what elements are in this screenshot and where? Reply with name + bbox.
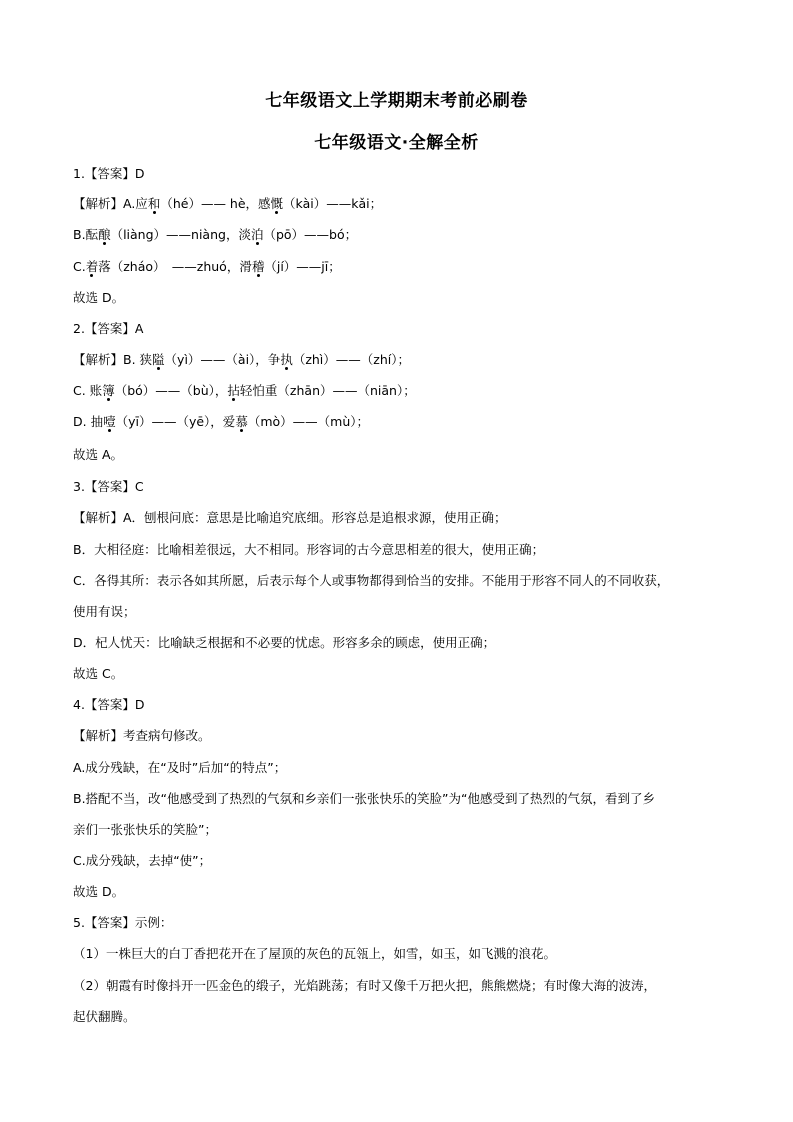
q4-option-a: A.成分残缺，在“及时”后加“的特点”； [73, 760, 287, 775]
q1-conclusion: 故选 D。 [73, 290, 125, 305]
q1-c-dotted-char-2: 稽 [251, 259, 265, 274]
q2-answer: 2.【答案】A [73, 321, 144, 336]
q2-c-mid: （bó）——（bù）， [114, 383, 228, 398]
document-title: 七年级语文上学期期末考前必刷卷 [265, 91, 528, 111]
q3-conclusion: 故选 C。 [73, 666, 124, 681]
q3-option-b: B．大相径庭：比喻相差很远，大不相同。形容词的古今意思相差的很大，使用正确； [73, 542, 545, 557]
q1-option-b [73, 226, 357, 244]
q2-conclusion: 故选 A。 [73, 447, 124, 462]
q4-analysis: 【解析】考查病句修改。 [73, 728, 211, 743]
q3-answer: 3.【答案】C [73, 479, 144, 494]
q2-d-dotted-char-2: 慕 [235, 414, 248, 429]
q2-d-dotted-char-1: 噎 [103, 414, 116, 429]
q1-a-mid: （hé）—— hè，感 [160, 196, 271, 211]
q2-c-dotted-char-1: 簿 [102, 383, 115, 398]
q2-b-post: （zhì）——（zhí）； [292, 352, 410, 367]
q2-b-mid: （yì）——（ài），争 [164, 352, 281, 367]
q1-a-dotted-char-1: 和 [147, 196, 161, 211]
q1-b-dotted-char-2: 泊 [250, 227, 264, 242]
q2-c-dotted-char-2: 拈 [227, 383, 240, 398]
q1-b-post: （pō）——bó； [263, 227, 358, 242]
q1-b-mid: （liàng）——niàng，淡 [110, 227, 251, 242]
q2-option-d [73, 413, 369, 431]
q1-analysis-a [73, 195, 382, 213]
q3-option-c-line2: 使用有误； [73, 604, 136, 619]
q2-d-post: （mò）——（mù）； [247, 414, 370, 429]
q5-answer: 5.【答案】示例： [73, 915, 173, 930]
q1-c-post: （jí）——jī； [264, 259, 341, 274]
q4-option-c: C.成分残缺，去掉“使”； [73, 853, 212, 868]
q3-option-c-line1: C．各得其所：表示各如其所愿，后表示每个人或事物都得到恰当的安排。不能用于形容不同人的不同收获， [73, 573, 670, 588]
q2-d-pre: D. 抽 [73, 414, 104, 429]
q5-sentence-2-line2: 起伏翻腾。 [73, 1009, 136, 1024]
q4-option-b-line1: B.搭配不当，改“他感受到了热烈的气氛和乡亲们一张张快乐的笑脸”为“他感受到了热烈的气氛，看到了乡 [73, 791, 655, 806]
q1-c-dotted-char-1: 着 [85, 259, 99, 274]
q1-c-mid: 落（zháo） ——zhuó，滑 [98, 259, 252, 274]
q5-sentence-2-line1: （2）朝霞有时像抖开一匹金色的缎子，光焰跳荡；有时又像千万把火把，熊熊燃烧；有时像大海的波涛， [73, 978, 656, 993]
q2-d-mid: （yī）——（yē），爱 [115, 414, 236, 429]
q1-c-pre: C. [73, 259, 86, 274]
q4-conclusion: 故选 D。 [73, 884, 125, 899]
q3-analysis-a: 【解析】A．刨根问底：意思是比喻追究底细。形容总是追根求源，使用正确； [73, 510, 507, 525]
q1-a-pre: 【解析】A.应 [73, 196, 148, 211]
q2-analysis-b [73, 351, 410, 369]
q1-a-dotted-char-2: 慨 [270, 196, 284, 211]
document-subtitle: 七年级语文·全解全析 [314, 133, 479, 153]
q1-answer: 1.【答案】D [73, 166, 145, 181]
q2-b-pre: 【解析】B. 狭 [73, 352, 153, 367]
q5-sentence-1: （1）一株巨大的白丁香把花开在了屋顶的灰色的瓦瓴上，如雪，如玉，如飞溅的浪花。 [73, 946, 556, 961]
q2-c-post: 轻怕重（zhān）——（niān）； [239, 383, 416, 398]
q2-option-c [73, 382, 416, 400]
q4-option-b-line2: 亲们一张张快乐的笑脸”； [73, 822, 217, 837]
q2-c-pre: C. 账 [73, 383, 103, 398]
q1-b-pre: B.酝 [73, 227, 99, 242]
q1-option-c [73, 258, 341, 276]
q2-b-dotted-char-1: 隘 [152, 352, 165, 367]
q1-a-post: （kài）——kǎi； [283, 196, 383, 211]
q2-b-dotted-char-2: 执 [280, 352, 293, 367]
q3-option-d: D．杞人忧天：比喻缺乏根据和不必要的忧虑。形容多余的顾虑，使用正确； [73, 635, 496, 650]
q4-answer: 4.【答案】D [73, 697, 145, 712]
q1-b-dotted-char-1: 酿 [98, 227, 111, 242]
